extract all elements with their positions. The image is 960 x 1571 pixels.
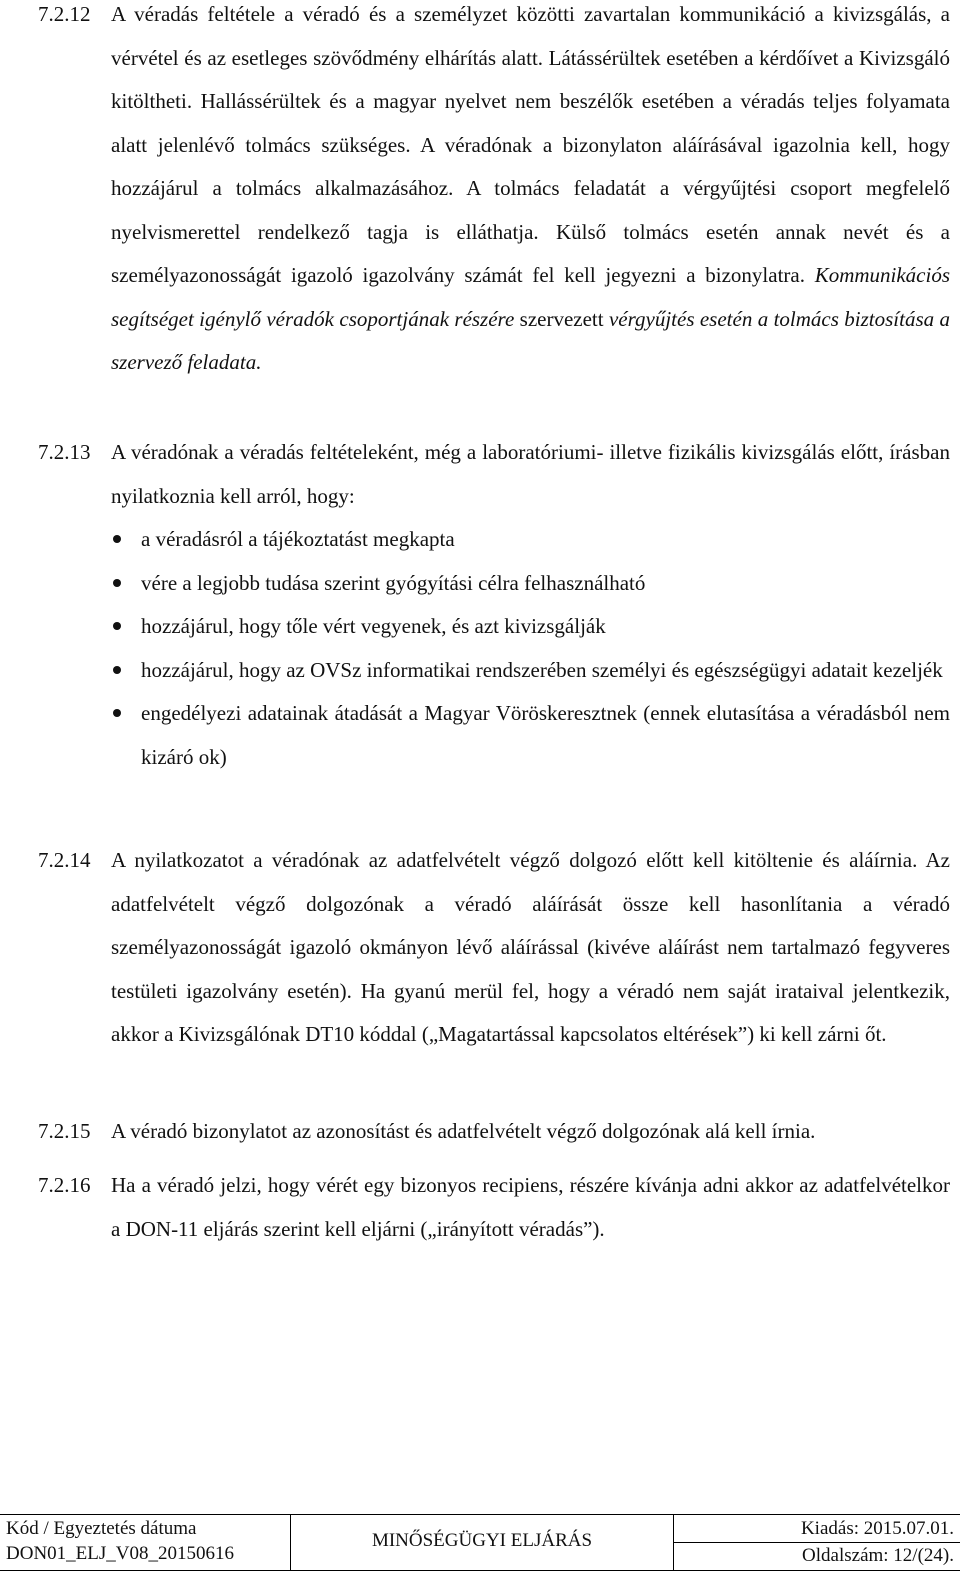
section-body	[111, 0, 950, 385]
section-7-2-14	[38, 839, 950, 1057]
footer-issue-cell	[674, 1515, 960, 1570]
section-text: A véradó bizonylatot az azonosítást és adatfelvételt végző dolgozónak alá kell írnia.	[111, 1119, 816, 1143]
section-number: 7.2.16	[38, 1173, 91, 1197]
page-footer	[0, 1514, 960, 1571]
list-item: a véradásról a tájékoztatást megkapta	[111, 518, 950, 562]
list-item: hozzájárul, hogy az OVSz informatikai rendszerében személyi és egészségügyi adatait kezeljék	[111, 649, 950, 693]
section-text: A nyilatkozatot a véradónak az adatfelvételt végző dolgozó előtt kell kitöltenie és aláírnia. Az adatfelvételt végző dolgozónak a véradó aláírását össze kell hasonlítania a véradó személyazonosságát igazoló okmányon lévő aláírással (kivéve aláírást nem tartalmazó fegyveres testületi igazolvány esetén). Ha gyanú merül fel, hogy a véradó nem saját irataival jelentkezik, akkor a Kivizsgálónak DT10 kóddal („Magatartással kapcsolatos eltérések”) ki kell zárni őt.	[111, 848, 950, 1046]
list-item: engedélyezi adatainak átadását a Magyar Vöröskeresztnek (ennek elutasítása a véradásból nem kizáró ok)	[111, 692, 950, 779]
footer-issue: Kiadás: 2015.07.01.	[674, 1518, 960, 1543]
italic-text: Kommunikációs segítséget igénylő véradók csoportjának részére	[111, 263, 951, 331]
section-body	[111, 1110, 950, 1154]
paragraph-text: A véradás feltétele a véradó és a személyzet közötti zavartalan kommunikáció a kivizsgálás, a vérvétel és az esetleges szövődmény elhárítás alatt. Látássérültek esetében a kérdőívet a Kivizsgáló kitöltheti. Hallássérültek és a magyar nyelvet nem beszélők esetében a véradás teljes folyamata alatt jelenlévő tolmács szükséges. A véradónak a bizonylaton aláírásával igazolnia kell, hogy hozzájárul a tolmács alkalmazásához. A tolmács feladatát a vérgyűjtési csoport megfelelő nyelvismerettel rendelkező tagja is elláthatja. Külső tolmács esetén annak nevét és a személyazonosságát igazoló igazolvány számát fel kell jegyezni a bizonylatra.	[111, 2, 950, 287]
footer-code-label: Kód / Egyeztetés dátuma	[6, 1518, 197, 1539]
section-number: 7.2.13	[38, 440, 91, 464]
section-7-2-13	[38, 431, 950, 779]
section-number: 7.2.14	[38, 848, 91, 872]
section-number: 7.2.15	[38, 1119, 91, 1143]
section-7-2-15	[38, 1110, 950, 1154]
footer-doc-type: MINŐSÉGÜGYI ELJÁRÁS	[371, 1530, 593, 1551]
footer-code-cell	[0, 1515, 291, 1570]
list-item: vére a legjobb tudása szerint gyógyítási célra felhasználható	[111, 562, 950, 606]
footer-page-number: Oldalszám: 12/(24).	[802, 1545, 954, 1566]
section-number: 7.2.12	[38, 2, 91, 26]
footer-code-value: DON01_ELJ_V08_20150616	[6, 1543, 234, 1564]
section-body	[111, 431, 950, 779]
bullet-list	[111, 518, 950, 779]
section-body	[111, 1164, 950, 1251]
plain-text: szervezett	[514, 306, 609, 331]
section-intro: A véradónak a véradás feltételeként, még a laboratóriumi- illetve fizikális kivizsgálás előtt, írásban nyilatkoznia kell arról, hogy:	[111, 440, 950, 508]
list-item: hozzájárul, hogy tőle vért vegyenek, és azt kivizsgálják	[111, 605, 950, 649]
section-body	[111, 839, 950, 1057]
section-7-2-16	[38, 1164, 950, 1251]
italic-text-2: vérgyűjtés esetén a tolmács biztosítása a szervező feladata.	[111, 306, 950, 374]
section-text: Ha a véradó jelzi, hogy vérét egy bizonyos recipiens, részére kívánja adni akkor az adatfelvételkor a DON-11 eljárás szerint kell eljárni („irányított véradás”).	[111, 1173, 950, 1241]
section-7-2-12	[38, 0, 950, 385]
paragraph	[111, 0, 950, 385]
footer-doc-type-cell	[291, 1515, 674, 1570]
